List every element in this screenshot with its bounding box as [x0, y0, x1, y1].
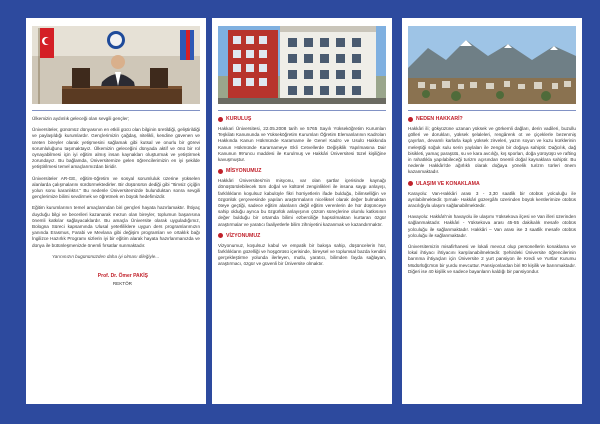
divider — [218, 110, 386, 111]
section-heading-misyonumuz — [218, 168, 386, 174]
rector-message-panel — [26, 18, 206, 404]
greeting-text: Ülkemizin aydınlık geleceği olan sevgili gençler; — [32, 116, 130, 121]
paragraph: Vizyonumuz, koşulsuz kabul ve empatik bir bakışa sahip, düşüncelerin hür, farklılıkların güzelliği ve hoşgörüsü içerisinde, bireysel ve toplumsal bazda kendini gerçekleştirme yolunda ilerleyen, mutlu, yaratıcı, bilimden fayda sağlayan, araştırmacı, özgür ve güvenli bir Üniversite olmaktır. — [218, 242, 386, 267]
paragraph: Karayolu: Van-Hakkâri arası 3 - 3,30 saatlik bir otobüs yolculuğu ile ayrılabilmektedir. Şırnak- Hakkâri güzergâhı üzerinden büyük kentlerimize otobüs aracılığıyla ulaşım sağlanabilmektedir. — [408, 190, 576, 209]
heading-text: NEDEN HAKKARİ? — [416, 116, 463, 122]
hakkari-panel — [402, 18, 582, 404]
red-bullet-icon — [218, 169, 223, 174]
signature-name: Prof. Dr. Ömer PAKİŞ — [97, 272, 148, 279]
paragraph: Hakkâri Üniversitesi'nin misyonu, var olan şartlar içerisinde kaynağı dönüştürülebilecek tüm doğal ve kültürel zenginlikleri ile insana saygı anlayışı, farklılıkların koşulsuz kabulüyle fikri hürriyetlerin ifade bulduğu, bilimselliğin ve özgünlük çerçevesinde yapılan araştırmaların niceliksel olarak değer bulmaktan öteye geçtiği, sadece eğitim alanların değil eğitim verenlerin de hür düşünceye sahip olduğu ayrıca bu özgürlük anlayışının çözüm süreçlerine olumlu katkısının değer bulduğu bir ortamda bilimi ezberciliğe hapsolmaktan kurtaran özgür araştırmalar ve yaratıcı faaliyetlerle bilim zihniyetini kazanmak ve kazandırmaktır. — [218, 178, 386, 227]
red-bullet-icon — [218, 233, 223, 238]
heading-text: KURULUŞ — [226, 116, 252, 122]
about-panel — [212, 18, 392, 404]
closing-text: Yarınınızın bugününüzden daha iyi olması dileğiyle... — [52, 253, 160, 259]
red-bullet-icon — [218, 117, 223, 122]
red-bullet-icon — [408, 117, 413, 122]
section-heading-kurulus — [218, 116, 386, 122]
paragraph: Havayolu: Hakkâri'nin havayolu ile ulaşımı Yüksekova ilçesi ve Van illeri üzerinden sağlanmaktadır. Hakkâri - Yüksekova arası 45-55 dakikalık mesafe otobüs yolculuğu ile sağlanmaktadır. Hakkâri – Van arası ise 3 saatlik mesafe otobüs yolculuğu ile sağlanmaktadır. — [408, 214, 576, 238]
divider — [408, 110, 576, 111]
heading-text: VİZYONUMUZ — [226, 232, 261, 239]
signature-role: REKTÖR — [112, 280, 132, 286]
paragraph: Eğitim kurumlarının temel amaçlarından biri gençleri hayata hazırlamaktır. İhtiyaç duyduğu bilgi ve becerileri kazanarak mezun olan bireyler, toplumun başarısına önemli katkılar sağlayacaklardır. Bu amaçla Üniversite olarak uyguladığımız, Bologna Süreci kapsamında Ulusal yeterliliklere uygun ders programlarımızın yanında Erasmus, Farabi ve Mevlana gibi değişim programları ve ortaklık bağı İngilizce Hazırlık Programı sizlerin iyi bir eğitim alarak hayata hazırlanmanızda ve dünya ile bütünleşmenizde önemli fırsatlar sunmaktadır. — [32, 205, 200, 248]
section-heading-ulasim — [408, 181, 576, 187]
section-heading-neden-hakkari — [408, 116, 576, 122]
signature-block — [32, 273, 200, 286]
red-bullet-icon — [408, 181, 413, 186]
paragraph: Hakkari Üniversitesi, 22.05.2008 tarih ve 5765 Sayılı Yükseköğretim Kurumları Teşkilatı Kanununda ve Yükseköğretim Kurumları Öğretim Elemanlarının Kadroları Hakkında Kanun Hükmünde Kararname ile Genel Kadro ve Usulü Hakkında Kanun Hükmünde Kararnameye Ekli Cetvellerde Değişiklik Yapılmasına Dair Kanunun 99'uncu maddesi ile Kurulmuş ve Hakkâri Üniversitesi tüzel kişiliğine kavuşmuştur. — [218, 126, 386, 163]
rector-photo — [32, 26, 200, 104]
paragraph: Hakkâri ili; gökyüzüne uzanan yüksek ve görkemli dağları, derin vadileri, buzullu gölleri ve dorukları, yüksek şelaleleri, rengârenk ot ve çiçeklerle bezenmiş çayırları, devamlı karlarla kaplı yüksek zirveleri, yazın soyun ve kuzu kürklerinin meleştiği soğuk sulu serin yaylaları ile zengin bir doğaya sahiptir. Dağcılık, dağ bisikleti, yamaç paraşütü, su ve kara avcılığı, kış sporları, doğa yürüyüşü ve rafting in rahatlıkla yapılabileceği turizm açısından önemli doğal kaynaklara sahiptir. Bu nedenle Hakkâri'de ağırlıklı olarak doğaya yönelik turizm türleri önem kazanmaktadır. — [408, 126, 576, 175]
heading-text: ULAŞIM VE KONAKLAMA — [416, 180, 480, 187]
paragraph: Üniversitemizin misafirhanesi ve lokali mevcut olup personellerin konaklama ve lokal ihtiyacı ihtiyacını karşılanabilmektedir. Şehirdeki Üniversite öğrencilerinin barınma ihtiyaçları için Üniversite 2 yurt pansiyon ile Kredi ve Yurtlar Kurumu Müdürlüğü'nün bir yurdu mevcuttur. Pansiyonlardan biri 90 kişilik ve barınmaktadır. Diğeri ise 40 kişilik ve sadece bayanların kaldığı bir pansiyondur. — [408, 244, 576, 274]
heading-text: MİSYONUMUZ — [226, 168, 262, 175]
landscape-photo — [408, 26, 576, 104]
section-heading-vizyonumuz — [218, 233, 386, 239]
paragraph: Üniversiteler, günümüz dünyasının en etkili gücü olan bilginin üretildiği, geliştirildiği ve paylaşıldığı kurumlardır. Gençlerimizin çağdaş, nitelikli, kendine güvenen ve üreten bireyler olarak yetişmesini sağlamak gibi kutsal ve onurlu bir görevi sorumluluğunu taşımaktayız. Ülkemizin geleceğini dünyada aktif ve önü bir rol oynayabilmesi için iyi eğitim almış insan kaynakları oluşturmak ve yetiştirmek zorundayız. Bu bağlamda, Üniversitemize gelen öğrencilerimizin en iyi şekilde yetiştirilmesi temel amaçlarımızdan biridir. — [32, 127, 200, 170]
divider — [32, 110, 200, 111]
campus-building-photo — [218, 26, 386, 104]
paragraph: Üniversiteler AR-GE, eğitim-öğretim ve sosyal sorumluluk üzerine yükselen alanlarda çalışmalarını sürdürmektedirler. Bir düşünürün dediği gibi "Itimsiz çiçiğin yolun sonu karanlıktır." Bu nedenle Üniversitemizde bulunduktan sonra sevgili gençlerimize bilimi sevdirmek ve öğretmek en büyük hedefimizdir. — [32, 175, 200, 200]
